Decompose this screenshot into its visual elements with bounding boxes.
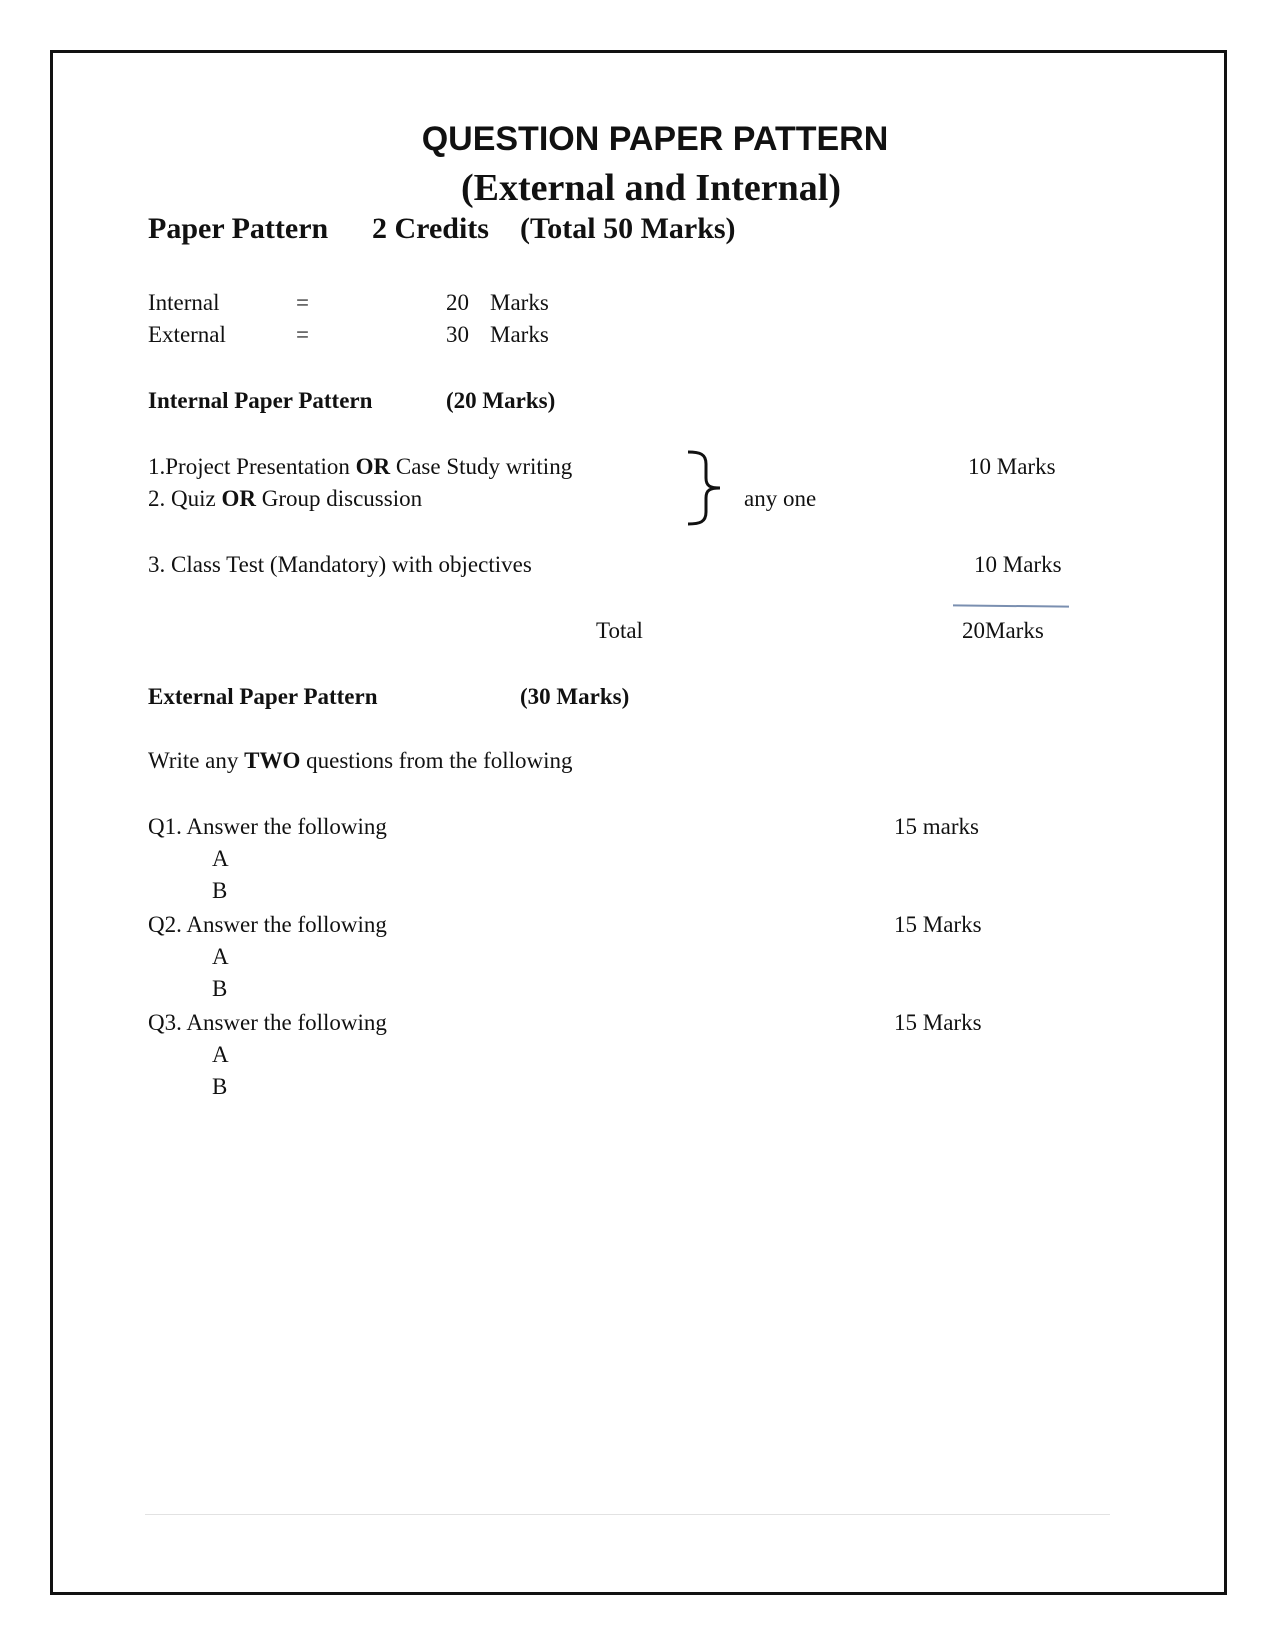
total-value: 20Marks xyxy=(962,618,1044,643)
split-external-name: External xyxy=(148,322,226,347)
split-external-eq: = xyxy=(296,322,309,347)
question-3-sub-a: A xyxy=(212,1042,229,1067)
split-external-unit: Marks xyxy=(490,322,549,347)
internal-heading: Internal Paper Pattern xyxy=(148,388,373,413)
choice-note: any one xyxy=(744,486,817,511)
pattern-heading-label: Paper Pattern xyxy=(148,212,329,245)
question-3-label: Q3. Answer the following xyxy=(148,1010,387,1035)
right-brace-icon xyxy=(684,450,734,526)
question-1-sub-a: A xyxy=(212,846,229,871)
page-subtitle: (External and Internal) xyxy=(461,167,841,209)
total-label: Total xyxy=(596,618,643,643)
question-2-label: Q2. Answer the following xyxy=(148,912,387,937)
question-2-marks: 15 Marks xyxy=(894,912,982,937)
split-internal-value: 20 xyxy=(446,290,469,315)
page-title: QUESTION PAPER PATTERN xyxy=(421,120,889,158)
internal-item-1 xyxy=(148,454,572,480)
item-1-part-b: Case Study writing xyxy=(390,454,573,479)
item-1-or: OR xyxy=(355,454,391,479)
split-internal-unit: Marks xyxy=(490,290,549,315)
item-3-marks: 10 Marks xyxy=(974,552,1062,577)
choice-marks: 10 Marks xyxy=(968,454,1056,479)
item-2-part-a: 2. Quiz xyxy=(148,486,222,511)
item-1-part-a: 1.Project Presentation xyxy=(148,454,356,479)
internal-item-3: 3. Class Test (Mandatory) with objectives xyxy=(148,552,532,577)
split-internal-eq: = xyxy=(296,290,309,315)
item-2-part-b: Group discussion xyxy=(255,486,423,511)
question-1-sub-b: B xyxy=(212,878,228,903)
footer-divider xyxy=(145,1514,1110,1515)
external-heading-marks: (30 Marks) xyxy=(520,684,630,709)
question-1-label: Q1. Answer the following xyxy=(148,814,387,839)
instruction-part-a: Write any xyxy=(148,748,245,773)
internal-heading-marks: (20 Marks) xyxy=(446,388,556,413)
question-3-sub-b: B xyxy=(212,1074,228,1099)
question-3-marks: 15 Marks xyxy=(894,1010,982,1035)
question-1-marks: 15 marks xyxy=(894,814,979,839)
item-2-or: OR xyxy=(221,486,256,511)
pattern-heading-credits: 2 Credits xyxy=(372,212,489,245)
external-instruction xyxy=(148,748,573,774)
pattern-heading-total: (Total 50 Marks) xyxy=(520,212,736,245)
question-2-sub-b: B xyxy=(212,976,228,1001)
external-heading: External Paper Pattern xyxy=(148,684,378,709)
split-external-value: 30 xyxy=(446,322,469,347)
instruction-part-b: questions from the following xyxy=(300,748,573,773)
instruction-emph: TWO xyxy=(244,748,301,773)
question-2-sub-a: A xyxy=(212,944,229,969)
internal-item-2 xyxy=(148,486,422,512)
split-internal-name: Internal xyxy=(148,290,220,315)
